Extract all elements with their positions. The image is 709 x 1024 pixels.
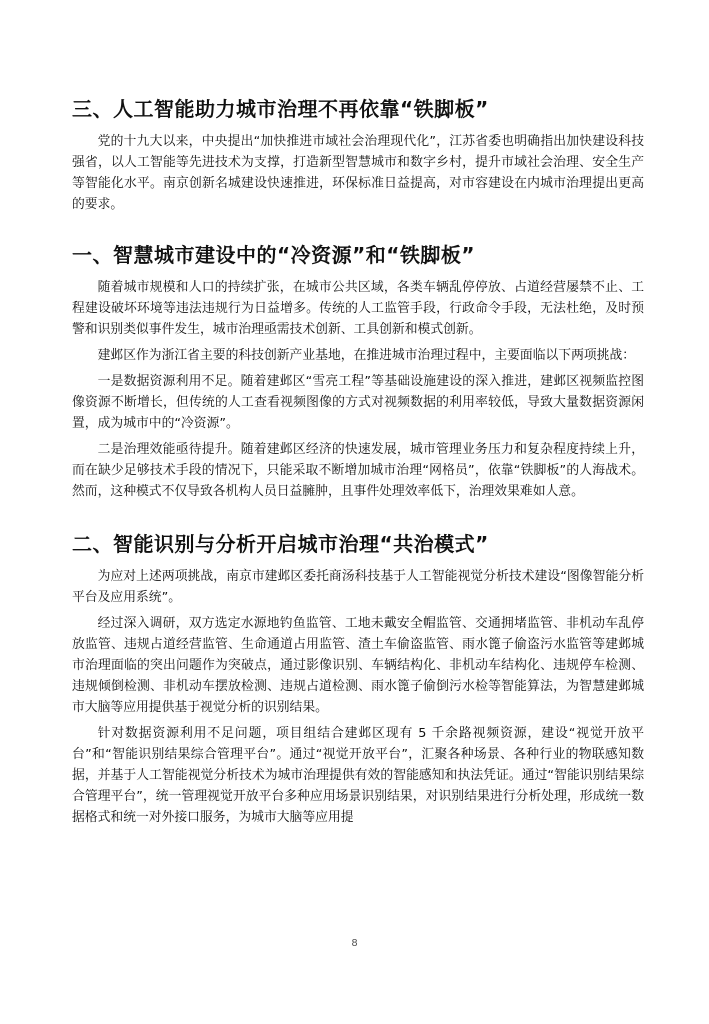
section-one-paragraph: 二是治理效能亟待提升。随着建邺区经济的快速发展，城市管理业务压力和复杂程度持续上升，而在缺少足够技术手段的情况下，只能采取不断增加城市治理“网格员”，依靠“铁脚板”的人海战术。然而，这种模式不仅导致各机构人员日益臃肿，且事件处理效率低下，治理效果难如人意。 <box>72 442 644 499</box>
section-two-paragraph: 为应对上述两项挑战，南京市建邺区委托商汤科技基于人工智能视觉分析技术建设“图像智能分析平台及应用系统”。 <box>72 569 644 605</box>
section-one-heading: 一、智慧城市建设中的“冷资源”和“铁脚板” <box>72 243 476 267</box>
section-two-paragraph: 针对数据资源利用不足问题，项目组结合建邺区现有 5 千余路视频资源，建设“视觉开放平台”和“智能识别结果综合管理平台”。通过“视觉开放平台”，汇聚各种场景、各种行业的物联感知数据，并基于人工智能视觉分析技术为城市治理提供有效的智能感知和执法凭证。通过“智能识别结果综合管理平台”，统一管理视觉开放平台多种应用场景识别结果，对识别结果进行分析处理，形成统一数据格式和统一对外接口服务，为城市大脑等应用提 <box>72 726 644 825</box>
section-two-heading: 二、智能识别与分析开启城市治理“共治模式” <box>72 532 489 556</box>
section-two-paragraph: 经过深入调研，双方选定水源地钓鱼监管、工地未戴安全帽监管、交通拥堵监管、非机动车乱停放监管、违规占道经营监管、生命通道占用监管、渣土车偷盗监管、雨水篦子偷盗污水监管等建邺城市治理面临的突出问题作为突破点，通过影像识别、车辆结构化、非机动车结构化、违规停车检测、违规倾倒检测、非机动车摆放检测、违规占道检测、雨水篦子偷倒污水检等智能算法，为智慧建邺城市大脑等应用提供基于视觉分析的识别结果。 <box>72 616 644 715</box>
section-one-paragraph: 建邺区作为浙江省主要的科技创新产业基地，在推进城市治理过程中，主要面临以下两项挑战： <box>97 348 636 363</box>
document-page <box>72 88 644 828</box>
section-one-paragraph: 随着城市规模和人口的持续扩张，在城市公共区域，各类车辆乱停停放、占道经营屡禁不止、工程建设破坏环境等违法违规行为日益增多。传统的人工监管手段，行政命令手段，无法杜绝，及时预警和识别类似事件发生，城市治理亟需技术创新、工具创新和模式创新。 <box>72 280 644 337</box>
main-heading: 三、人工智能助力城市治理不再依靠“铁脚板” <box>72 97 489 121</box>
page-number: 8 <box>351 938 358 949</box>
section-one-paragraph: 一是数据资源利用不足。随着建邺区“雪亮工程”等基础设施建设的深入推进，建邺区视频监控图像资源不断增长，但传统的人工查看视频图像的方式对视频数据的利用率较低，导致大量数据资源闲置，成为城市中的“冷资源”。 <box>72 374 644 431</box>
intro-paragraph: 党的十九大以来，中央提出“加快推进市域社会治理现代化”，江苏省委也明确指出加快建设科技强省，以人工智能等先进技术为支撑，打造新型智慧城市和数字乡村，提升市域社会治理、安全生产等智能化水平。南京创新名城建设快速推进，环保标准日益提高，对市容建设在内城市治理提出更高的要求。 <box>72 134 644 212</box>
